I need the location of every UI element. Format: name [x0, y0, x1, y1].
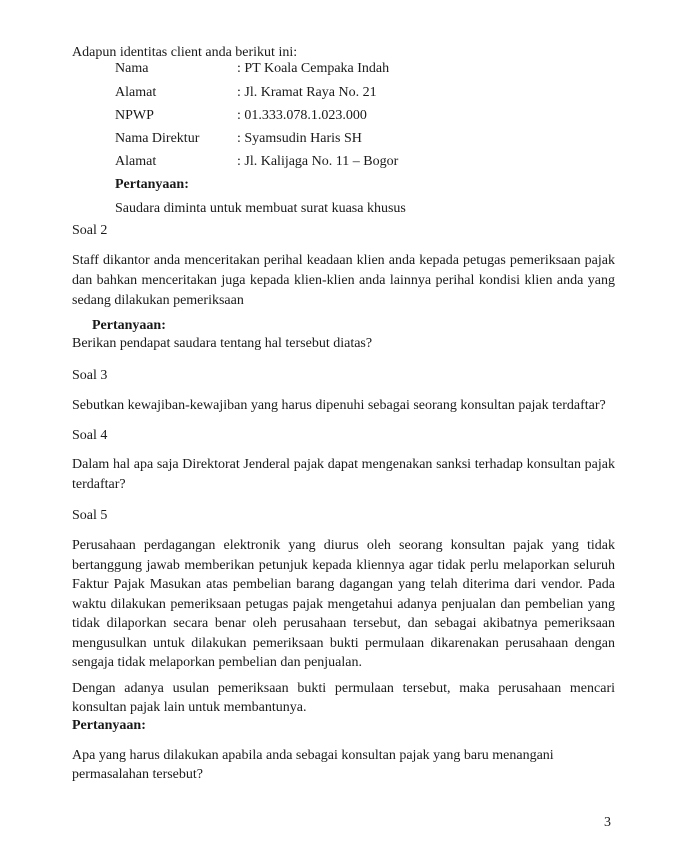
text-line: Dengan adanya usulan pemeriksaan bukti permulaan tersebut, maka perusahaan mencari	[72, 681, 615, 696]
identity-label: Alamat	[115, 154, 157, 169]
soal3-text: Sebutkan kewajiban-kewajiban yang harus dipenuhi sebagai seorang konsultan pajak terdaftar?	[72, 398, 606, 413]
soal2-title: Soal 2	[72, 223, 108, 238]
soal4-paragraph	[72, 457, 615, 493]
identity-label: Nama	[115, 61, 149, 76]
soal5-paragraph	[72, 538, 615, 671]
identity-value: : Jl. Kalijaga No. 11 – Bogor	[237, 154, 399, 169]
text-line: Faktur Pajak Masukan atas pembelian barang dagangan yang telah diterima dari vendor. Pada	[72, 577, 615, 592]
soal5-heading: Pertanyaan:	[72, 718, 146, 733]
soal5-paragraph-2	[72, 681, 615, 716]
text-line: Perusahaan perdagangan elektronik yang diurus oleh seorang konsultan pajak yang tidak	[72, 538, 615, 553]
soal5-title: Soal 5	[72, 508, 108, 523]
identity-value: : 01.333.078.1.023.000	[237, 108, 367, 123]
soal4-title: Soal 4	[72, 428, 108, 443]
identity-value: : Jl. Kramat Raya No. 21	[237, 85, 377, 100]
q1-heading: Pertanyaan:	[115, 177, 189, 192]
soal5-question-line: permasalahan tersebut?	[72, 767, 203, 782]
soal3-title: Soal 3	[72, 368, 108, 383]
identity-value: : Syamsudin Haris SH	[237, 131, 362, 146]
text-line: tidak dilaporkan secara benar oleh perusahaan tersebut, dan sebagai akibatnya pemeriksaan	[72, 616, 615, 631]
text-line: Staff dikantor anda menceritakan perihal keadaan klien anda kepada petugas pemeriksaan pajak	[72, 253, 615, 268]
text-line: Dalam hal apa saja Direktorat Jenderal pajak dapat mengenakan sanksi terhadap konsultan pajak	[72, 457, 615, 472]
text-line: konsultan pajak lain untuk membantunya.	[72, 700, 307, 715]
soal2-heading: Pertanyaan:	[92, 318, 166, 333]
page-number: 3	[604, 815, 611, 830]
identity-label: NPWP	[115, 108, 154, 123]
text-line: sedang dilakukan pemeriksaan	[72, 293, 244, 308]
identity-value: : PT Koala Cempaka Indah	[237, 61, 390, 76]
identity-label: Nama Direktur	[115, 131, 200, 146]
text-line: waktu dilakukan pemeriksaan petugas pajak mengetahui adanya penjualan dan pembelian yang	[72, 596, 615, 612]
soal2-question: Berikan pendapat saudara tentang hal tersebut diatas?	[72, 336, 373, 351]
soal2-paragraph	[72, 253, 615, 309]
intro-text: Adapun identitas client anda berikut ini:	[72, 45, 298, 60]
text-line: bertanggung jawab memberikan petunjuk kepada kliennya agar tidak perlu melaporkan seluruh	[72, 557, 615, 573]
text-line: terdaftar?	[72, 477, 126, 492]
q1-text: Saudara diminta untuk membuat surat kuasa khusus	[115, 201, 406, 216]
text-line: sengaja tidak melaporkan pembelian dan penjualan.	[72, 655, 363, 670]
text-line: dan bahkan menceritakan juga kepada klien-klien anda lainnya perihal kondisi klien anda yang	[72, 273, 615, 288]
text-line: mengusulkan untuk dilakukan pemeriksaan bukti permulaan dikarenakan perusahaan dengan	[72, 635, 615, 651]
identity-label: Alamat	[115, 85, 157, 100]
soal5-question-line: Apa yang harus dilakukan apabila anda sebagai konsultan pajak yang baru menangani	[72, 748, 554, 763]
